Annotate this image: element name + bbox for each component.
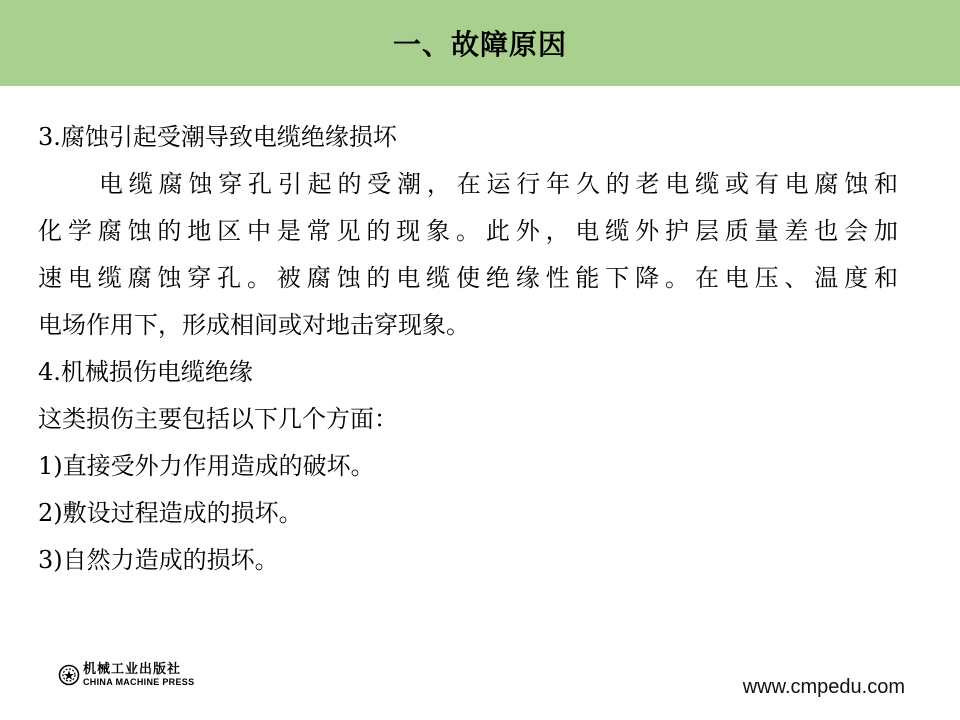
section-4-heading: 4.机械损伤电缆绝缘 <box>38 358 253 386</box>
paragraph-line-4: 电场作用下，形成相间或对地击穿现象。 <box>38 311 470 339</box>
list-item-3: 3)自然力造成的损坏。 <box>38 546 279 574</box>
publisher-gear-icon <box>58 664 80 686</box>
publisher-logo <box>58 663 194 687</box>
publisher-name-en: CHINA MACHINE PRESS <box>83 677 195 687</box>
paragraph-line-3: 速电缆腐蚀穿孔。被腐蚀的电缆使绝缘性能下降。在电压、温度和 <box>38 264 898 292</box>
section-3-heading: 3.腐蚀引起受潮导致电缆绝缘损坏 <box>38 123 397 151</box>
list-item-1: 1)直接受外力作用造成的破坏。 <box>38 452 375 480</box>
publisher-name-cn: 机械工业出版社 <box>83 662 182 677</box>
slide-header <box>0 0 960 86</box>
paragraph-line-2: 化学腐蚀的地区中是常见的现象。此外，电缆外护层质量差也会加 <box>38 217 898 245</box>
slide-content <box>38 114 898 584</box>
list-item-2: 2)敷设过程造成的损坏。 <box>38 499 303 527</box>
paragraph-line-1: 电缆腐蚀穿孔引起的受潮，在运行年久的老电缆或有电腐蚀和 <box>99 170 898 198</box>
publisher-url: www.cmpedu.com <box>742 676 905 698</box>
slide-title: 一、故障原因 <box>392 28 567 61</box>
list-intro: 这类损伤主要包括以下几个方面： <box>38 405 398 433</box>
